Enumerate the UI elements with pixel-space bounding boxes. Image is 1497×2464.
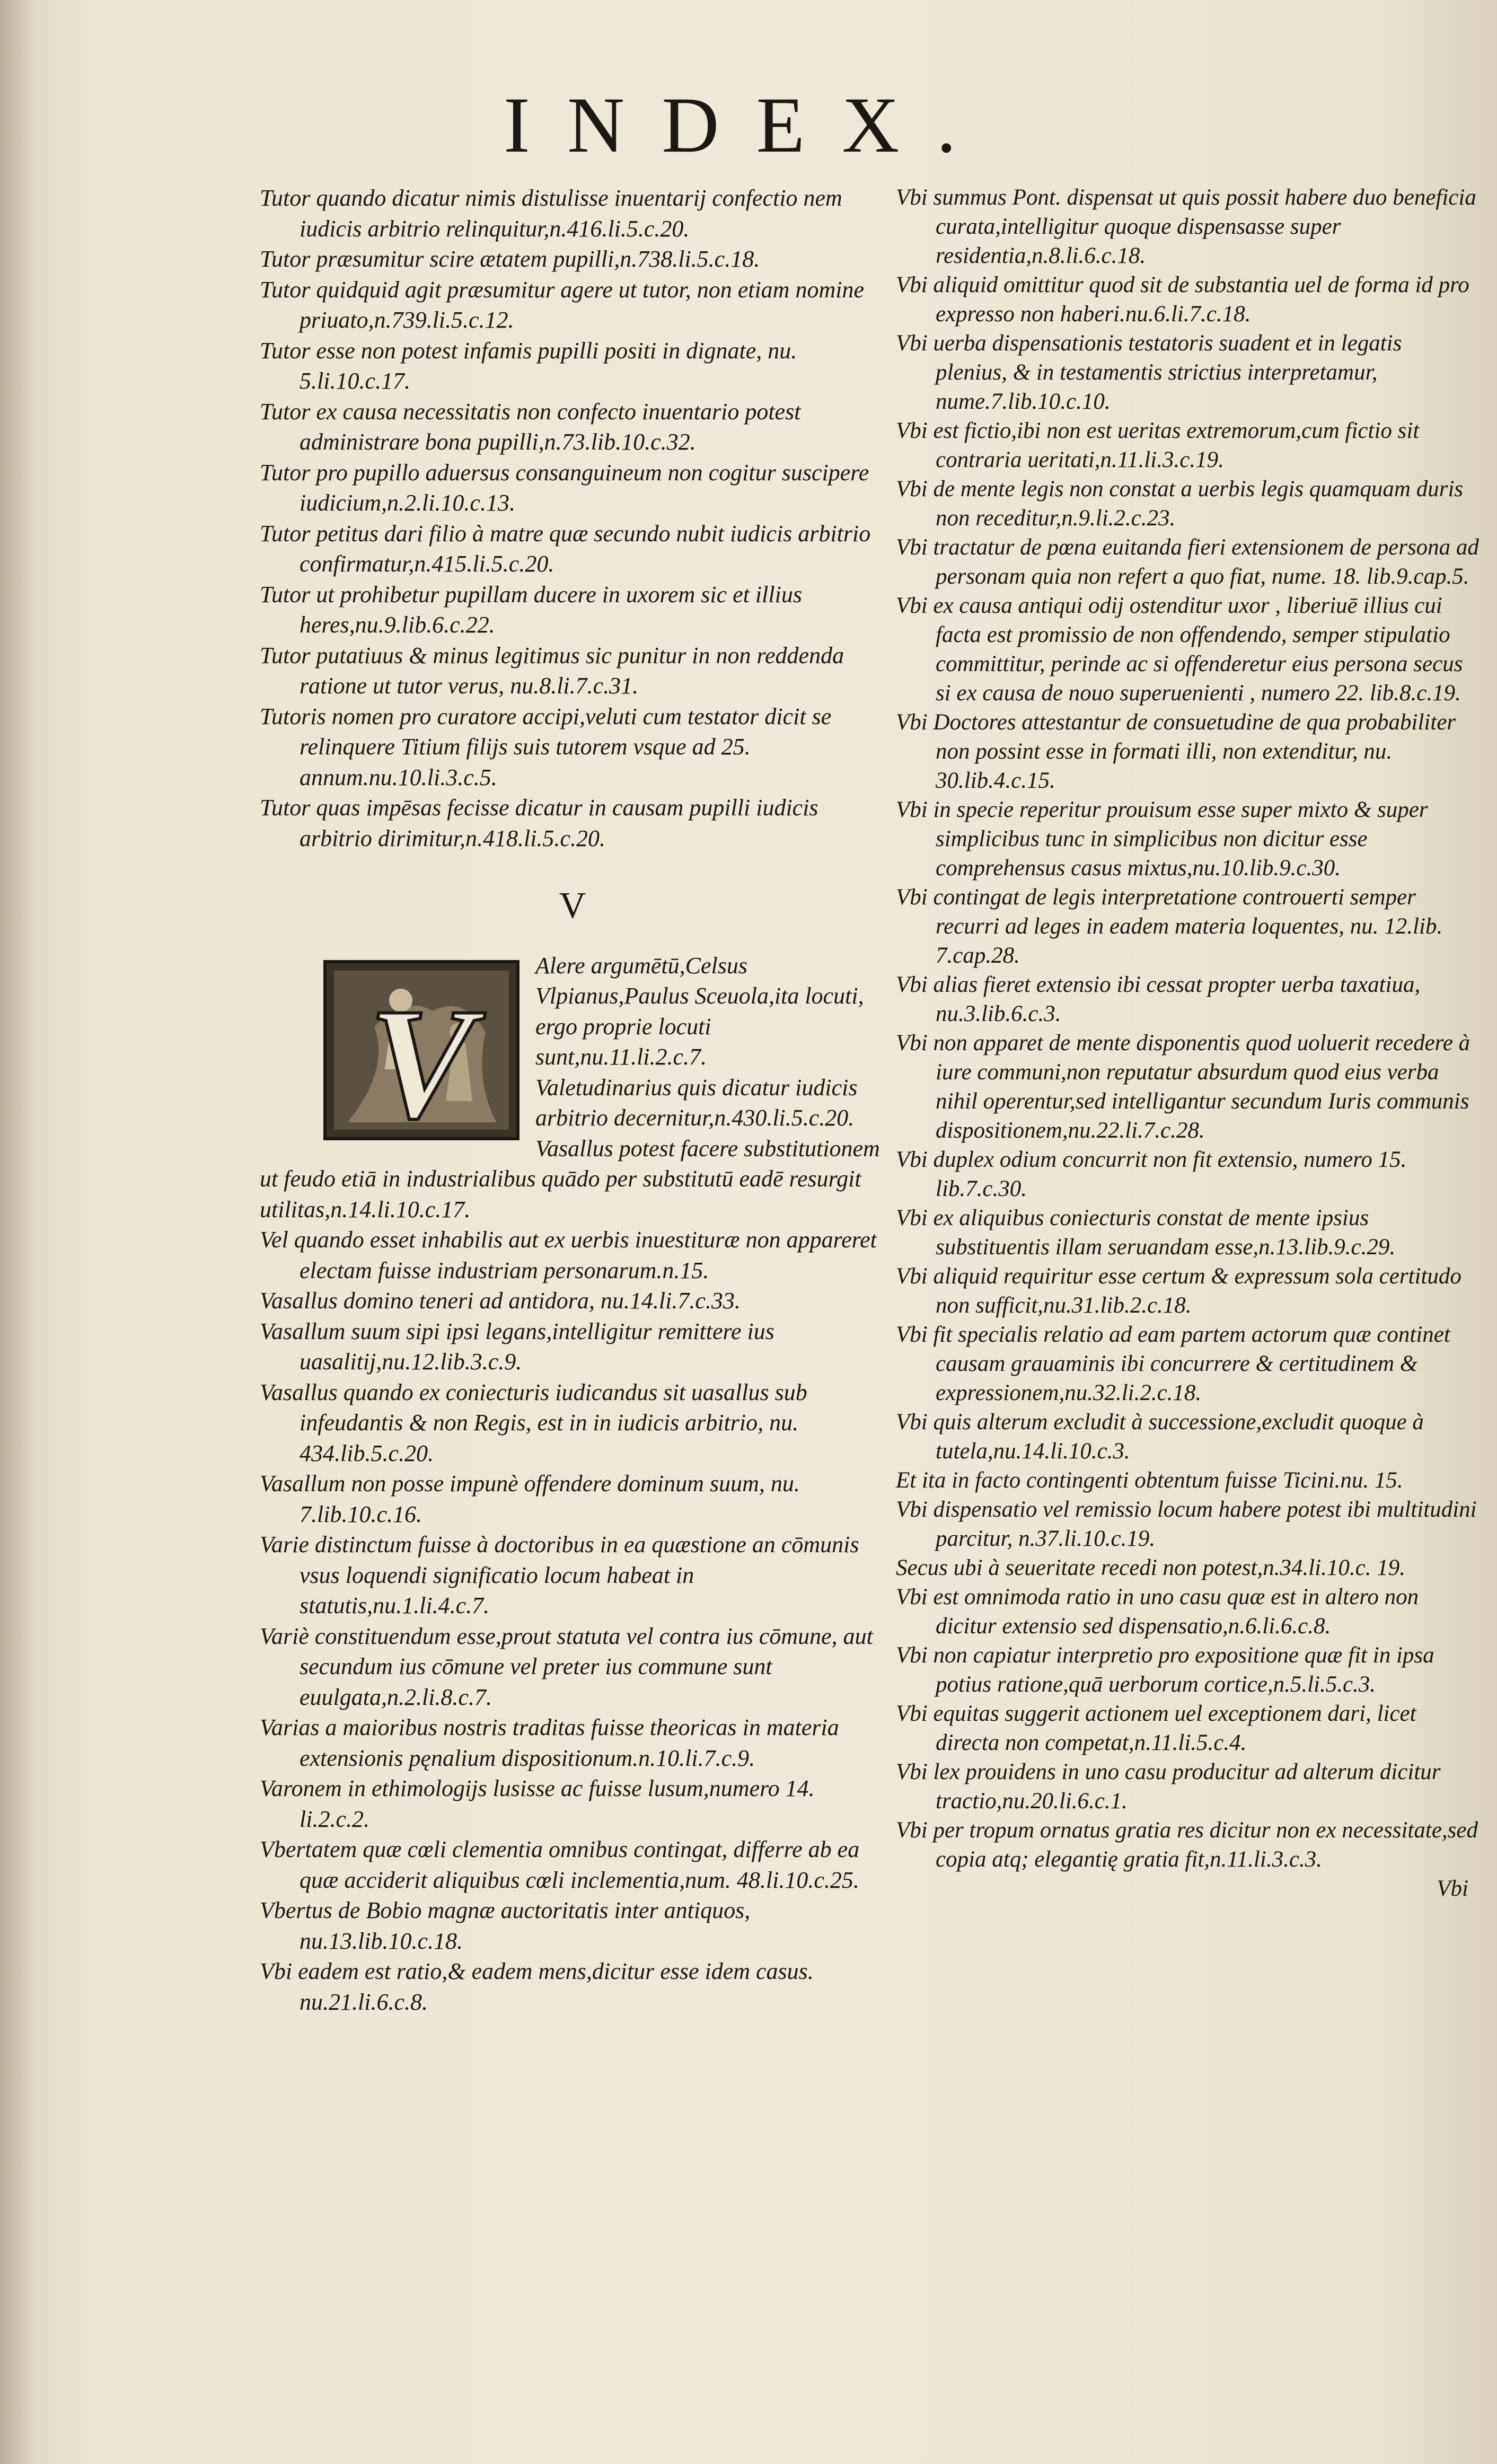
left-entries-bottom [260,1225,885,2017]
index-entry: Vbi Doctores attestantur de consuetudine de qua probabiliter non possint esse in formati illi, non extenditur, nu. 30.lib.4.c.15. [896,710,1456,793]
index-entry: Vbi lex prouidens in uno casu producitur ad alterum dicitur tractio,nu.20.li.6.c.1. [896,1759,1441,1814]
index-entry: Tutor ut prohibetur pupillam ducere in uxorem sic et illius heres,nu.9.lib.6.c.22. [260,581,802,638]
index-entry: Vasallus domino teneri ad antidora, nu.14.li.7.c.33. [260,1288,741,1314]
index-entry: Tutor petitus dari filio à matre quæ secundo nubit iudicis arbitrio confirmatur,n.415.li.5.c.20. [260,520,871,577]
left-column [260,183,885,2017]
index-entry: Tutor quidquid agit præsumitur agere ut tutor, non etiam nomine priuato,n.739.li.5.c.12. [260,276,864,333]
index-entry: Vbi alias fieret extensio ibi cessat propter uerba taxatiua, nu.3.lib.6.c.3. [896,972,1421,1026]
index-entry: Vbi tractatur de pœna euitanda fieri extensionem de persona ad personam quia non refert a quo fiat, nume. 18. lib.9.cap.5. [896,535,1479,589]
section-letter: V [559,885,586,926]
index-entry: Vbi summus Pont. dispensat ut quis possit habere duo beneficia curata,intelligitur quoque dispensasse super residentia,n.8.li.6.c.18. [896,185,1476,268]
index-entry: Varie distinctum fuisse à doctoribus in ea quæstione an cōmunis vsus loquendi significatio locum habeat in statutis,nu.1.li.4.c.7. [260,1532,859,1618]
index-entry: Vbi eadem est ratio,& eadem mens,dicitur esse idem casus. nu.21.li.6.c.8. [260,1958,814,2015]
index-entry: Et ita in facto contingenti obtentum fuisse Ticini.nu. 15. [896,1468,1403,1493]
index-entry: Variè constituendum esse,prout statuta vel contra ius cōmune, aut secundum ius cōmune vel preter ius commune sunt euulgata,n.2.li.8.c.7. [260,1623,873,1710]
index-entry: Vbi non capiatur interpretio pro expositione quæ fit in ipsa potius ratione,quā uerborum cortice,n.5.li.5.c.3. [896,1643,1434,1697]
index-entry: Vasallus quando ex coniecturis iudicandus sit uasallus sub infeudantis & non Regis, est in in iudicis arbitrio, nu. 434.lib.5.c.20. [260,1379,807,1466]
left-entries-top [260,183,885,853]
index-entry: Varonem in ethimologijs lusisse ac fuisse lusum,numero 14. li.2.c.2. [260,1775,815,1832]
index-entry: Alere argumētū,Celsus Vlpianus,Paulus Sceuola,ita locuti, ergo proprie locuti sunt,nu.11.li.2.c.7. [535,952,864,1070]
index-entry: Tutor putatiuus & minus legitimus sic punitur in non reddenda ratione ut tutor verus, nu.8.li.7.c.31. [260,642,844,699]
index-entry: Vbi aliquid omittitur quod sit de substantia uel de forma id pro expresso non haberi.nu.6.li.7.c.18. [896,272,1469,327]
dropcap-letter: V [368,975,475,1137]
index-entry: Tutor ex causa necessitatis non confecto inuentario potest administrare bona pupilli,n.73.lib.10.c.32. [260,398,801,455]
index-entry: Tutor quas impēsas fecisse dicatur in causam pupilli iudicis arbitrio dirimitur,n.418.li.5.c.20. [260,795,818,851]
index-entry: Vbi in specie reperitur prouisum esse super mixto & super simplicibus tunc in simplicibus non dicitur esse comprehensus casus mixtus,nu.10.lib.9.c.30. [896,797,1428,881]
page-title: INDEX. [503,81,994,169]
index-entry: Vbi contingat de legis interpretatione controuerti semper recurri ad leges in eadem materia loquentes, nu. 12.lib. 7.cap.28. [896,885,1443,968]
index-entry: Vbertus de Bobio magnæ auctoritatis inter antiquos, nu.13.lib.10.c.18. [260,1897,751,1954]
index-entry: Vbi dispensatio vel remissio locum habere potest ibi multitudini parcitur, n.37.li.10.c.19. [896,1497,1477,1551]
index-entry: Vasallum suum sipi ipsi legans,intelligitur remittere ius uasalitij,nu.12.lib.3.c.9. [260,1318,774,1375]
gutter-shadow [0,0,37,2464]
index-entry: Vbi aliquid requiritur esse certum & expressum sola certitudo non sufficit,nu.31.lib.2.c.18. [896,1264,1461,1318]
decorated-initial-icon [323,960,519,1140]
index-entry: Vbi per tropum ornatus gratia res dicitur non ex necessitate,sed copia atq; elegantię gratia fit,n.11.li.3.c.3. [896,1818,1478,1872]
index-entry: Vbi equitas suggerit actionem uel exceptionem dari, licet directa non competat,n.11.li.5.c.4. [896,1701,1416,1755]
index-entry: Varias a maioribus nostris traditas fuisse theoricas in materia extensionis pęnalium dispositionum.n.10.li.7.c.9. [260,1714,839,1771]
index-entry: Vbi ex aliquibus coniecturis constat de mente ipsius substituentis illam seruandam esse,n.13.lib.9.c.29. [896,1205,1396,1260]
index-entry: Vbertatem quæ cœli clementia omnibus contingat, differre ab ea quæ acciderit aliquibus cœli inclementia,num. 48.li.10.c.25. [260,1836,860,1893]
index-entry: Vbi fit specialis relatio ad eam partem actorum quæ continet causam grauaminis ibi concurrere & certitudinem & expressionem,nu.32.li.2.c.18. [896,1322,1450,1405]
index-entry: Vbi non apparet de mente disponentis quod uoluerit recedere à iure communi,non reputatur absurdum quod eius verba nihil operentur,sed intelligantur secundum Iuris communis dispositionem,nu.22.li.7.c.28. [896,1031,1470,1143]
index-entry: Vbi quis alterum excludit à successione,excludit quoque à tutela,nu.14.li.10.c.3. [896,1410,1424,1464]
index-entry: Vel quando esset inhabilis aut ex uerbis inuestituræ non appareret electam fuisse industriam personarum.n.15. [260,1227,877,1283]
index-entry: Vbi uerba dispensationis testatoris suadent et in legatis plenius, & in testamentis strictius interpretamur, nume.7.lib.10.c.10. [896,331,1402,414]
index-entry: Vbi est omnimoda ratio in uno casu quæ est in altero non dicitur extensio sed dispensatio,n.6.li.6.c.8. [896,1585,1419,1639]
right-column [896,183,1479,1903]
index-entry: Tutor pro pupillo aduersus consanguineum non cogitur suscipere iudicium,n.2.li.10.c.13. [260,459,869,516]
index-entry: Vasallum non posse impunè offendere dominum suum, nu. 7.lib.10.c.16. [260,1471,800,1527]
index-entry: Vbi est fictio,ibi non est ueritas extremorum,cum fictio sit contraria ueritati,n.11.li.3.c.19. [896,418,1420,472]
index-entry: Tutor esse non potest infamis pupilli positi in dignate, nu. 5.li.10.c.17. [260,337,797,394]
right-entries [896,183,1479,1874]
index-entry: Tutoris nomen pro curatore accipi,veluti cum testator dicit se relinquere Titium filijs suis tutorem vsque ad 25. annum.nu.10.li.3.c.5. [260,703,832,790]
dropcap-block [260,951,885,1225]
index-entry: Vbi ex causa antiqui odij ostenditur uxor , liberiuē illius cui facta est promissio de non offendendo, semper stipulatio committitur, perinde ac si offenderetur eius persona secus si ex causa de nouo superuenienti , numero 22. lib.8.c.19. [896,593,1463,706]
index-entry: Valetudinarius quis dicatur iudicis arbitrio decernitur,n.430.li.5.c.20. [535,1074,858,1131]
index-entry: Vasallus potest facere substitutionem ut feudo etiā in industrialibus quādo per substitutū eadē resurgit utilitas,n.14.li.10.c.17. [260,1135,880,1222]
index-entry: Tutor præsumitur scire ætatem pupilli,n.738.li.5.c.18. [260,246,760,272]
index-entry: Vbi duplex odium concurrit non fit extensio, numero 15. lib.7.c.30. [896,1147,1407,1201]
index-entry: Vbi de mente legis non constat a uerbis legis quamquam duris non receditur,n.9.li.2.c.23. [896,477,1464,531]
index-entry: Tutor quando dicatur nimis distulisse inuentarij confectio nem iudicis arbitrio relinquitur,n.416.li.5.c.20. [260,185,842,242]
catchword: Vbi [1437,1876,1468,1901]
index-entry: Secus ubi à seueritate recedi non potest,n.34.li.10.c. 19. [896,1555,1405,1580]
